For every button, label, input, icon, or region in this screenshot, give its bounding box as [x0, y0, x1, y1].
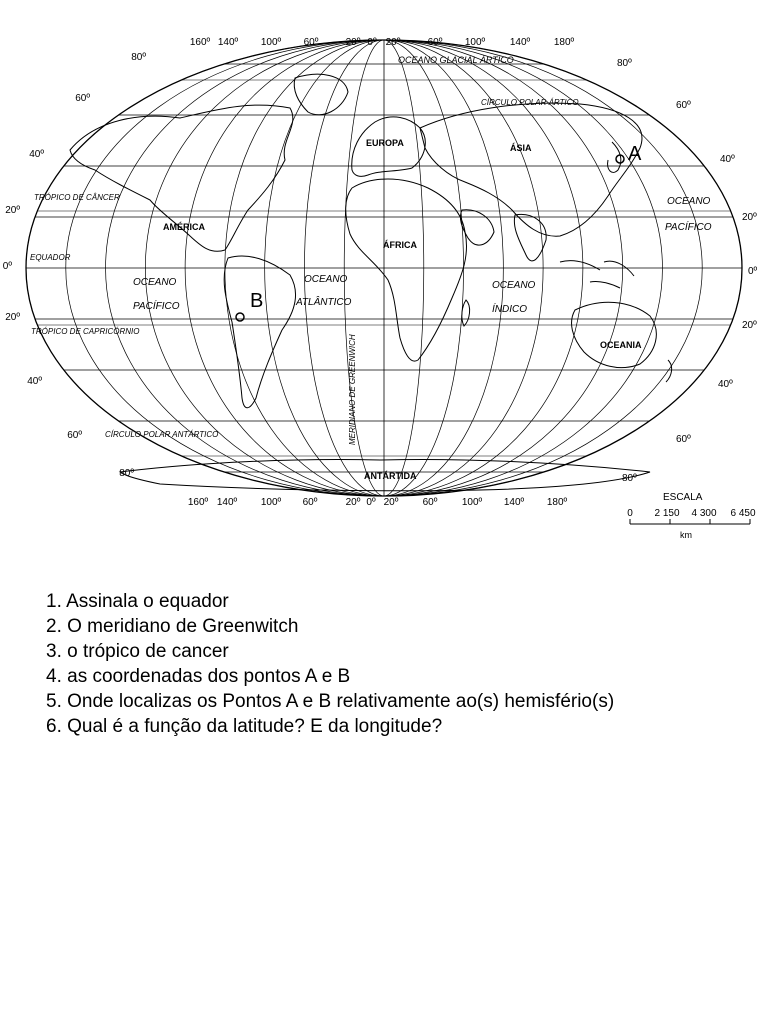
lat-right-label: 20º	[742, 212, 757, 223]
lon-top-label: 160º	[189, 37, 211, 48]
ocean-atlantic-1: OCEANO	[304, 274, 348, 285]
lat-left-label: 60º	[67, 430, 82, 441]
question-item: 5. Onde localizas os Pontos A e B relativamente ao(s) hemisfério(s)	[46, 691, 615, 712]
continent-europe: EUROPA	[366, 138, 404, 148]
lon-top-label: 100º	[260, 37, 282, 48]
tropic-capricorn-label: TRÓPICO DE CAPRICÓRNIO	[31, 327, 140, 336]
question-list	[46, 589, 756, 739]
lat-right-label: 80º	[617, 58, 632, 69]
scale-title: ESCALA	[663, 492, 703, 503]
lon-bottom-label: 100º	[260, 497, 282, 508]
question-item: 6. Qual é a função da latitude? E da longitude?	[46, 716, 443, 737]
scale-tick-label: 2 150	[654, 508, 680, 519]
point-b-marker	[236, 313, 244, 321]
left-latitude-labels	[3, 52, 147, 479]
right-latitude-labels	[617, 58, 758, 484]
scale-tick-label: 0	[627, 508, 633, 519]
greenwich-meridian-label: MERIDIANO DE GREENWICH	[348, 334, 357, 445]
lon-top-label: 60º	[303, 37, 319, 48]
question-item: 3. o trópico de cancer	[46, 641, 229, 662]
scale-tick-label: 4 300	[691, 508, 717, 519]
marked-points	[236, 143, 642, 321]
lon-top-label: 20º	[385, 37, 401, 48]
bottom-longitude-labels	[188, 497, 568, 508]
lat-right-label: 20º	[742, 320, 757, 331]
point-b-label: B	[250, 290, 264, 312]
lon-bottom-label: 20º	[345, 497, 361, 508]
lon-bottom-label: 100º	[461, 497, 483, 508]
lon-bottom-label: 60º	[422, 497, 438, 508]
lat-left-label: 20º	[5, 205, 20, 216]
ocean-pacific-left-1: OCEANO	[133, 277, 177, 288]
point-a-marker	[616, 155, 624, 163]
lon-top-label: 0º	[367, 37, 377, 48]
question-item: 4. as coordenadas dos pontos A e B	[46, 666, 351, 687]
scale-bar	[627, 492, 756, 540]
lon-bottom-label: 0º	[366, 497, 376, 508]
continent-antarctica: ANTÁRTIDA	[364, 471, 417, 481]
scale-tick-label: 6 450	[730, 508, 756, 519]
lon-top-label: 60º	[427, 37, 443, 48]
lat-left-label: 0º	[2, 261, 12, 272]
lon-top-label: 140º	[217, 37, 239, 48]
point-a-label: A	[628, 143, 642, 165]
lat-right-label: 60º	[676, 100, 691, 111]
south-america-outline	[224, 256, 295, 408]
lon-top-label: 100º	[464, 37, 486, 48]
equator-label: EQUADOR	[30, 253, 71, 262]
continent-africa: ÁFRICA	[383, 240, 417, 250]
lat-right-label: 80º	[622, 473, 637, 484]
lat-left-label: 60º	[75, 93, 90, 104]
lat-left-label: 80º	[119, 468, 134, 479]
tropic-cancer-label: TRÓPICO DE CÂNCER	[34, 193, 120, 202]
ocean-pacific-right-2: PACÍFICO	[665, 222, 712, 233]
lat-left-label: 80º	[131, 52, 146, 63]
lat-right-label: 60º	[676, 434, 691, 445]
continent-america: AMÉRICA	[163, 222, 205, 232]
lat-right-label: 40º	[718, 379, 733, 390]
lat-left-label: 40º	[27, 376, 42, 387]
madagascar-outline	[462, 300, 470, 326]
continent-oceania: OCEANIA	[600, 340, 642, 350]
arctic-circle-label: CÍRCULO POLAR ÁRTICO	[481, 98, 579, 107]
lon-top-label: 20º	[345, 37, 361, 48]
australia-outline	[572, 302, 657, 367]
lon-top-label: 180º	[553, 37, 575, 48]
lat-right-label: 0º	[748, 266, 758, 277]
lat-right-label: 40º	[720, 154, 735, 165]
lat-left-label: 20º	[5, 312, 20, 323]
new-zealand-outline	[666, 360, 672, 382]
lat-left-label: 40º	[29, 149, 44, 160]
lon-bottom-label: 140º	[216, 497, 238, 508]
continent-asia: ÁSIA	[510, 143, 532, 153]
ocean-pacific-left-2: PACÍFICO	[133, 301, 180, 312]
lon-bottom-label: 180º	[546, 497, 568, 508]
arabia-outline	[460, 210, 494, 245]
question-item: 1. Assinala o equador	[46, 591, 229, 612]
lon-bottom-label: 20º	[383, 497, 399, 508]
lon-bottom-label: 60º	[302, 497, 318, 508]
greenland-outline	[294, 74, 348, 115]
lon-top-label: 140º	[509, 37, 531, 48]
scale-unit: km	[680, 530, 692, 540]
top-longitude-labels	[190, 37, 575, 48]
japan-outline	[608, 142, 621, 172]
ocean-pacific-right-1: OCEANO	[667, 196, 711, 207]
map-graticule	[26, 40, 742, 496]
ocean-indian-1: OCEANO	[492, 280, 536, 291]
ocean-labels	[133, 196, 712, 315]
africa-outline	[346, 179, 467, 361]
ocean-atlantic-2: ATLÂNTICO	[296, 297, 352, 308]
lon-bottom-label: 140º	[503, 497, 525, 508]
question-item: 2. O meridiano de Greenwitch	[46, 616, 299, 637]
ocean-indian-2: ÍNDICO	[492, 304, 527, 315]
antarctic-circle-label: CÍRCULO POLAR ANTÁRTICO	[105, 430, 219, 439]
arctic-ocean-label: OCEANO GLACIAL ÁRTICO	[398, 55, 514, 65]
lon-bottom-label: 160º	[187, 497, 209, 508]
